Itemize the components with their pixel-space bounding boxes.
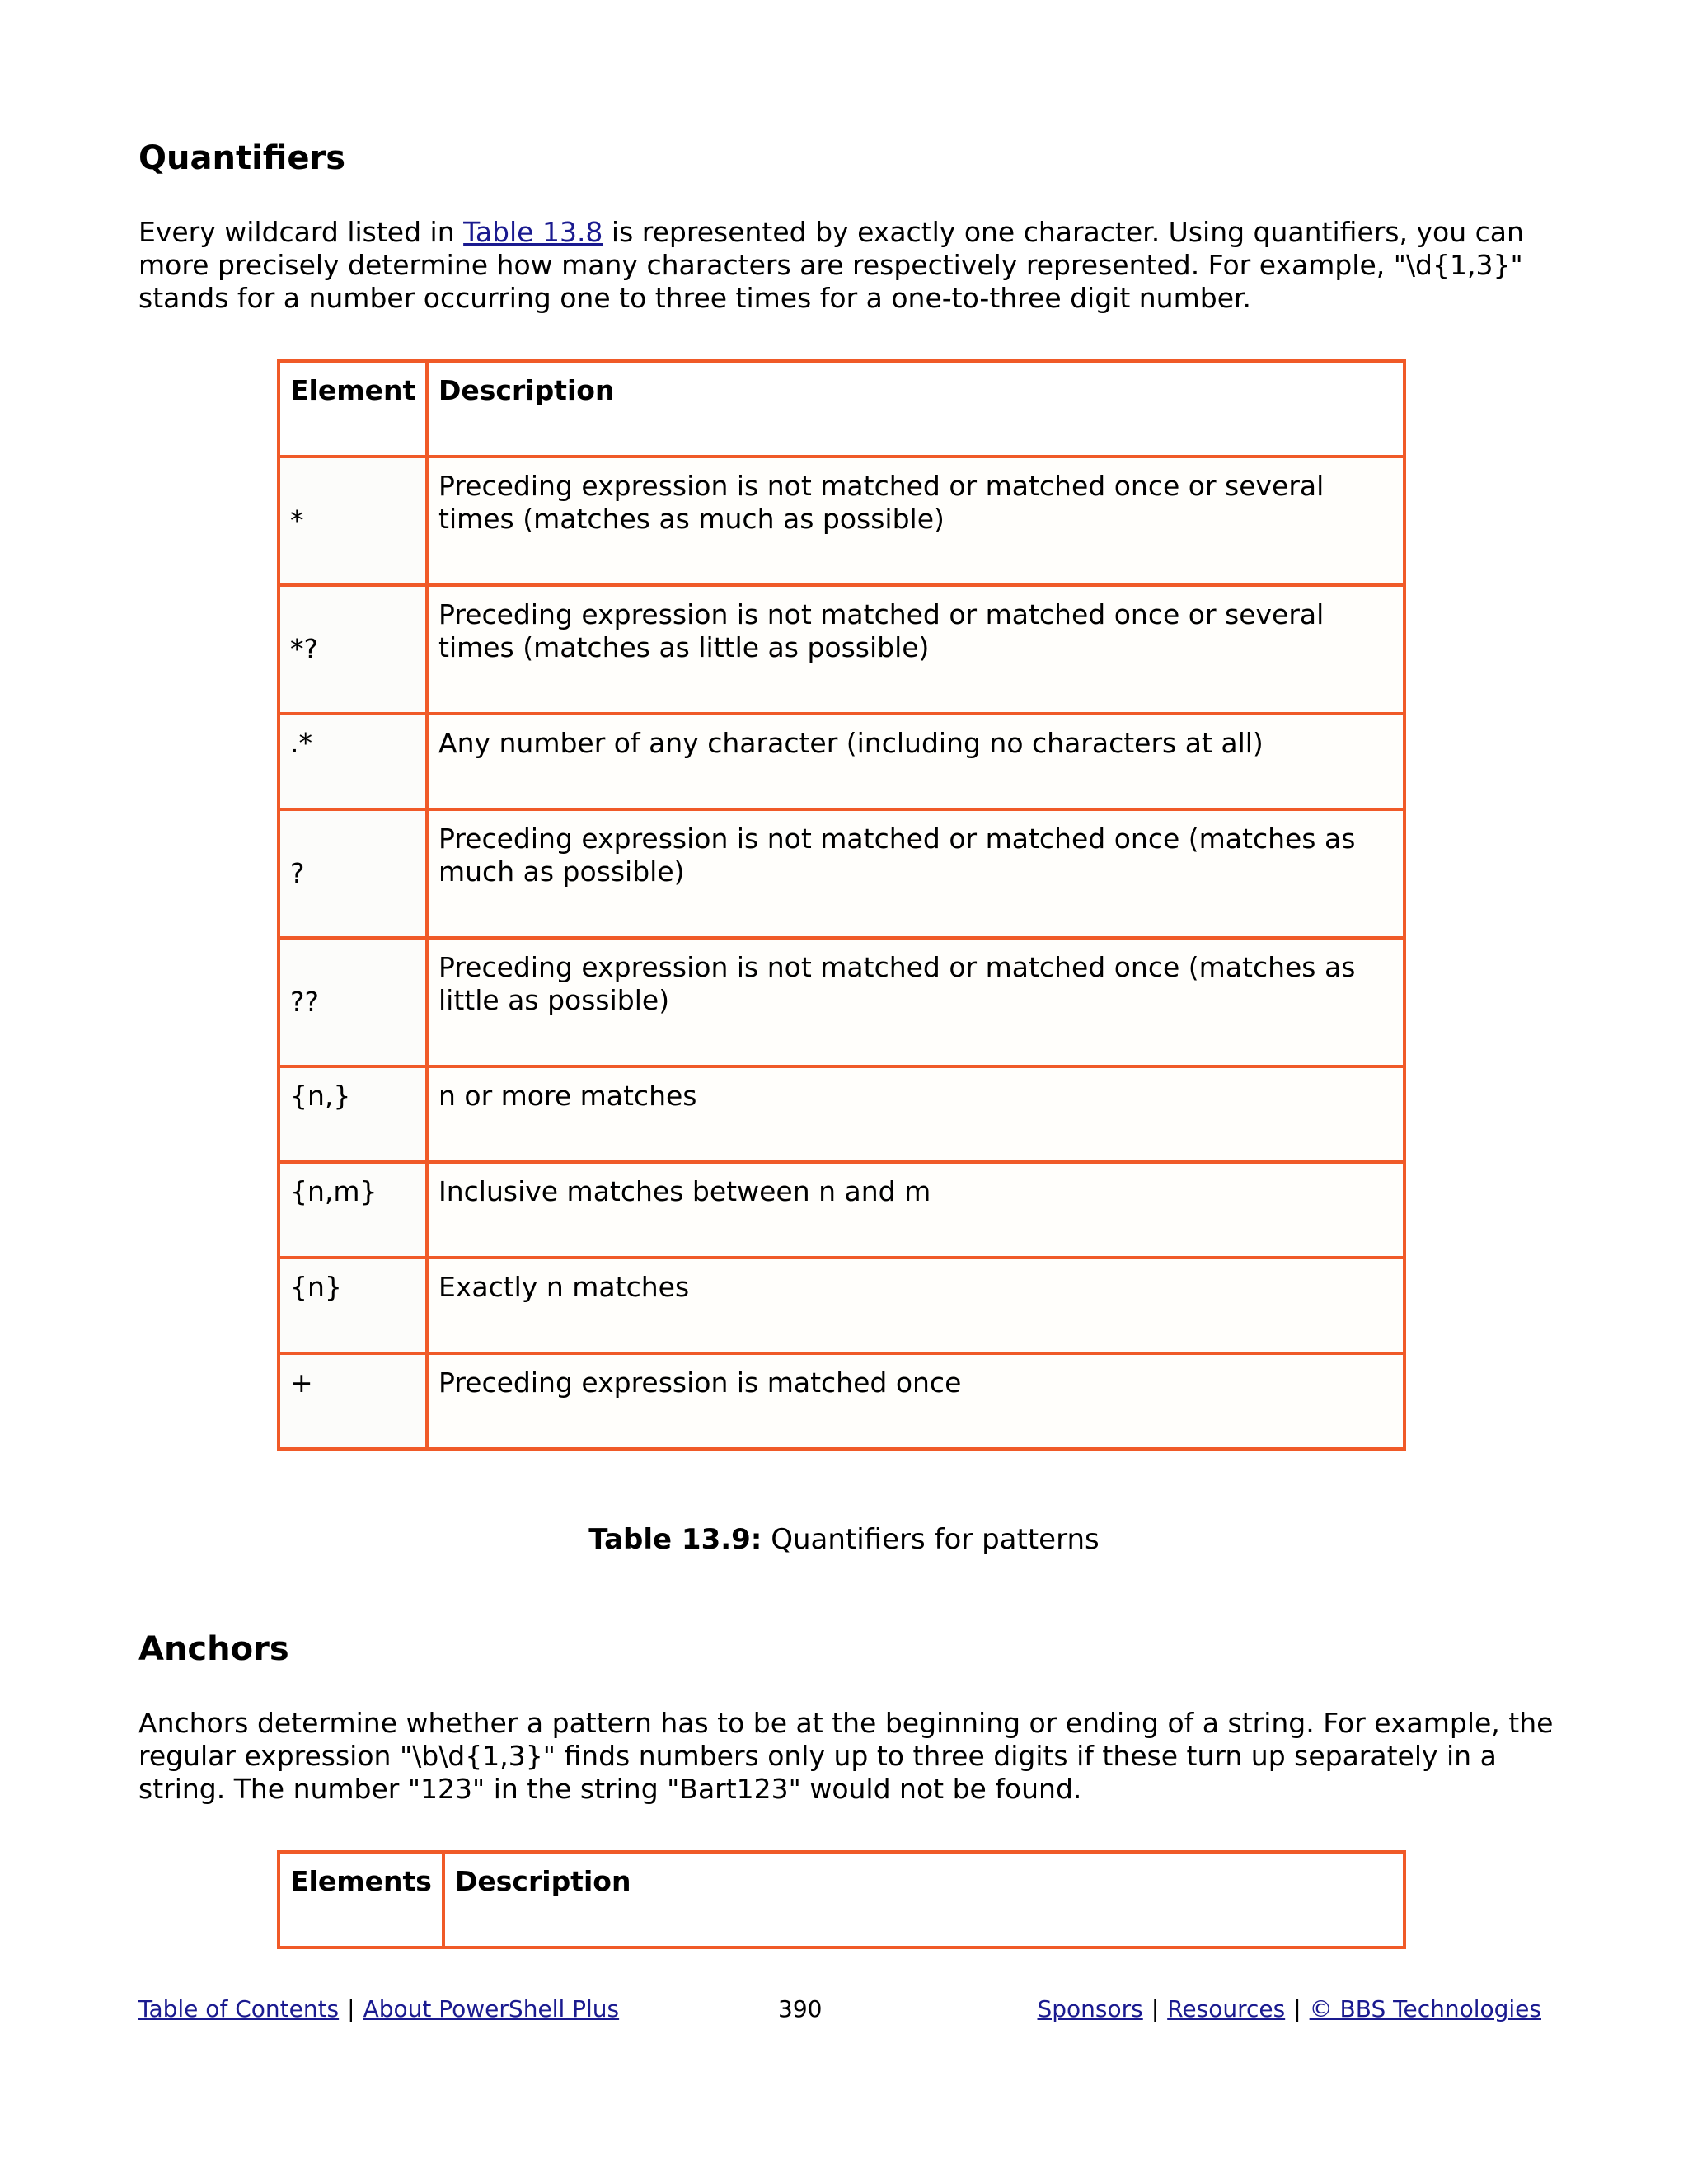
column-header-elements: Elements (279, 1852, 443, 1947)
table-row (279, 938, 1404, 1066)
element-cell: + (279, 1353, 427, 1449)
element-cell: {n,} (279, 1066, 427, 1162)
footer-right-links (1038, 1994, 1542, 2024)
about-powershell-plus-link[interactable]: About PowerShell Plus (363, 1995, 620, 2022)
resources-link[interactable]: Resources (1167, 1995, 1286, 2022)
element-cell: * (279, 457, 427, 585)
table-row (279, 809, 1404, 938)
paragraph-text-end: is represented by exactly one character. Using quantifiers, you can more precisely determine how many characters are respectively represented. For example, "\d{1,3}" stands for a number occurring one to three times for a one-to-three digit number. (138, 216, 1524, 314)
anchors-table (277, 1850, 1406, 1949)
column-header-element: Element (279, 361, 427, 457)
page-number: 390 (778, 1995, 823, 2022)
table-header-row (279, 1852, 1404, 1947)
element-cell: {n} (279, 1258, 427, 1353)
description-cell: Preceding expression is not matched or matched once (matches as little as possible) (427, 938, 1404, 1066)
table-row (279, 1258, 1404, 1353)
footer-separator: | (1151, 1995, 1160, 2022)
description-cell: Preceding expression is not matched or matched once (matches as much as possible) (427, 809, 1404, 938)
bbs-technologies-link[interactable]: © BBS Technologies (1309, 1995, 1541, 2022)
description-cell: Any number of any character (including no characters at all) (427, 714, 1404, 809)
column-header-description: Description (443, 1852, 1404, 1947)
element-cell: .* (279, 714, 427, 809)
footer-separator: | (347, 1995, 355, 2022)
column-header-description: Description (427, 361, 1404, 457)
table-13-8-link[interactable]: Table 13.8 (463, 216, 603, 248)
table-row (279, 585, 1404, 714)
description-cell: Preceding expression is not matched or matched once or several times (matches as little as possible) (427, 585, 1404, 714)
page-footer (138, 1994, 1541, 2027)
caption-label: Table 13.9: (588, 1523, 762, 1556)
table-row (279, 714, 1404, 809)
description-cell: n or more matches (427, 1066, 1404, 1162)
anchors-paragraph: Anchors determine whether a pattern has to be at the beginning or ending of a string. For example, the regular expression "\b\d{1,3}" finds numbers only up to three digits if these turn up separately in a string. The number "123" in the string "Bart123" would not be found. (138, 1707, 1554, 1805)
section-heading-quantifiers: Quantifiers (138, 139, 346, 177)
quantifiers-table (277, 359, 1406, 1451)
footer-separator: | (1293, 1995, 1301, 2022)
paragraph-text-start: Every wildcard listed in (138, 216, 464, 248)
table-row (279, 457, 1404, 585)
description-cell: Preceding expression is not matched or matched once or several times (matches as much as possible) (427, 457, 1404, 585)
element-cell: *? (279, 585, 427, 714)
description-cell: Inclusive matches between n and m (427, 1162, 1404, 1258)
table-row (279, 1162, 1404, 1258)
caption-text: Quantifiers for patterns (762, 1523, 1100, 1556)
element-cell: ? (279, 809, 427, 938)
description-cell: Exactly n matches (427, 1258, 1404, 1353)
table-of-contents-link[interactable]: Table of Contents (138, 1995, 340, 2022)
element-cell: ?? (279, 938, 427, 1066)
table-row (279, 1353, 1404, 1449)
description-cell: Preceding expression is matched once (427, 1353, 1404, 1449)
table-header-row (279, 361, 1404, 457)
table-caption (0, 1523, 1688, 1556)
quantifiers-paragraph (138, 216, 1556, 315)
section-heading-anchors: Anchors (138, 1630, 289, 1668)
table-row (279, 1066, 1404, 1162)
element-cell: {n,m} (279, 1162, 427, 1258)
footer-left-links (138, 1994, 619, 2024)
sponsors-link[interactable]: Sponsors (1037, 1995, 1143, 2022)
